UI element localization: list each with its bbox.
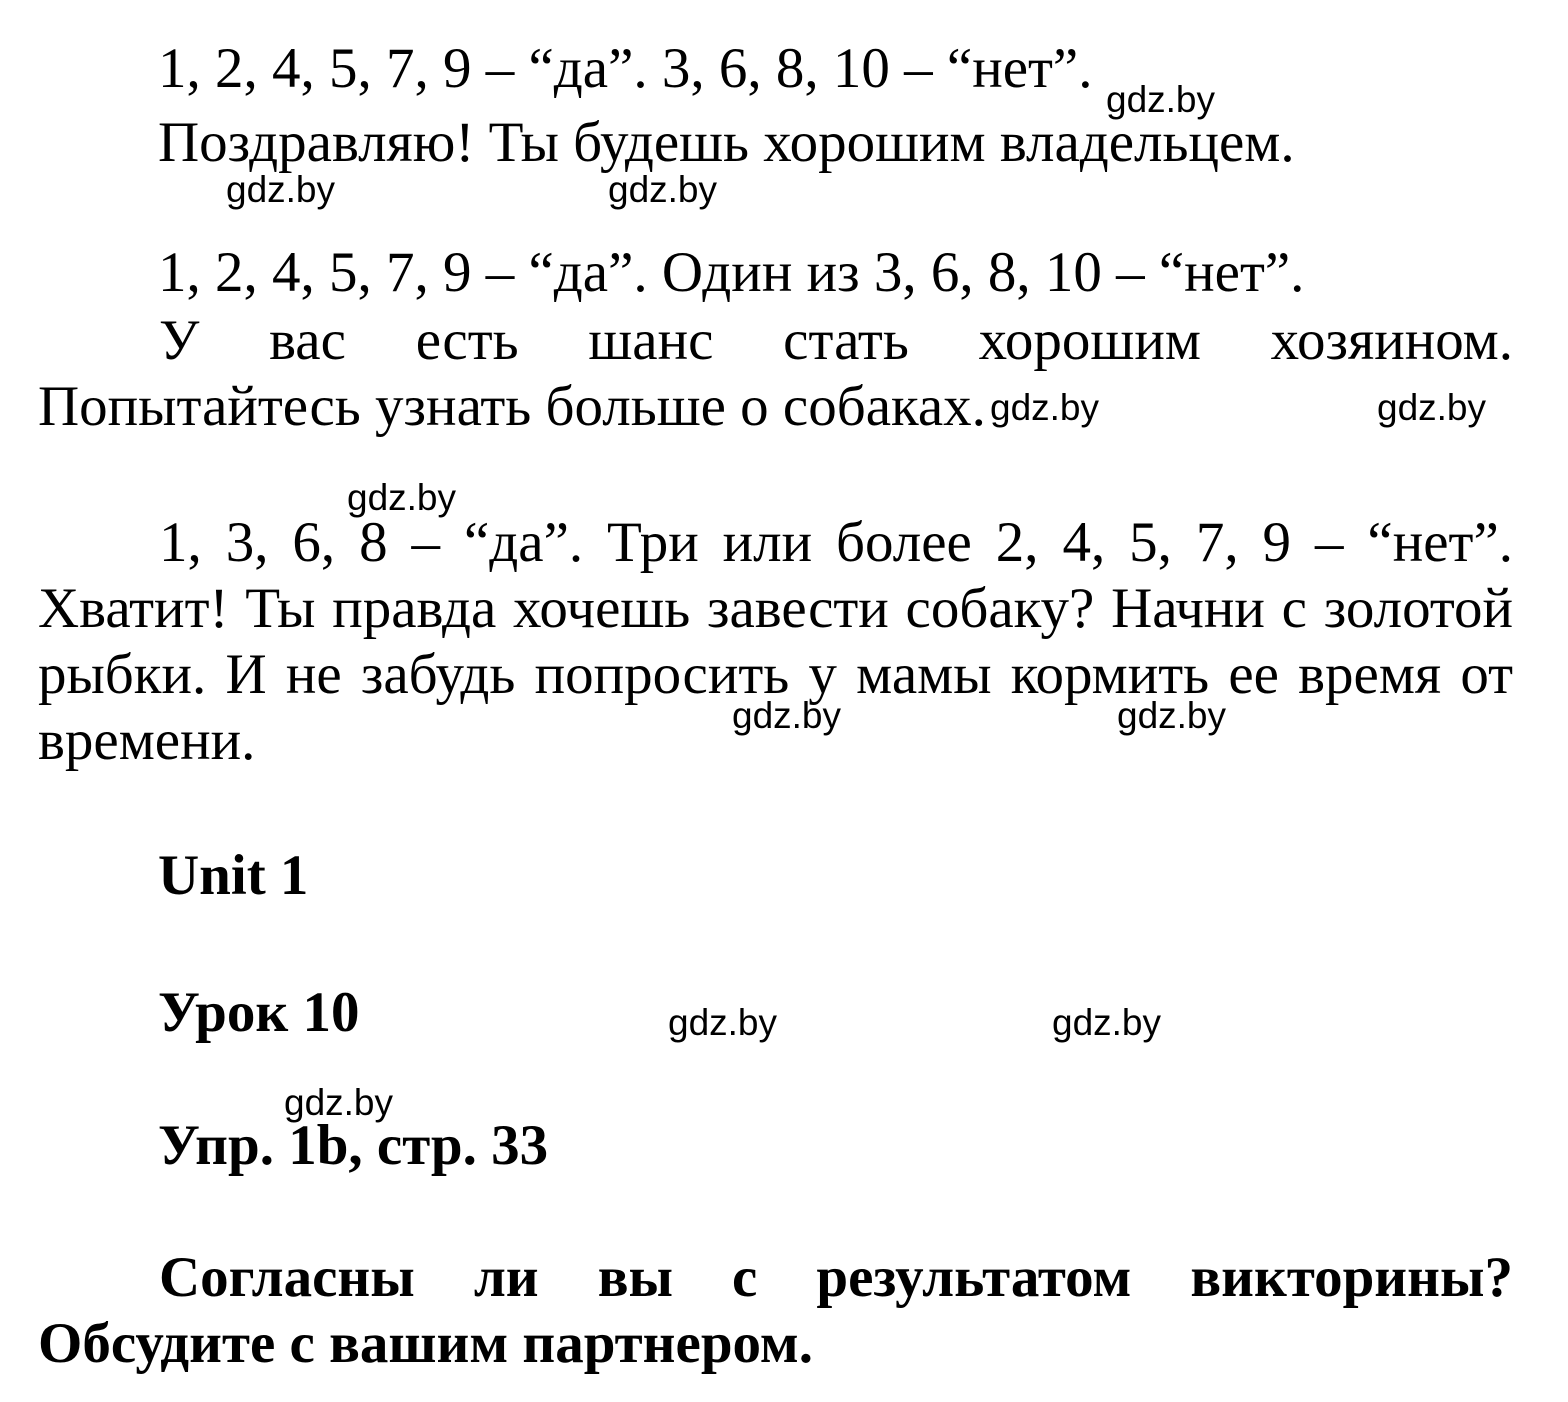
unit-heading: Unit 1 — [158, 844, 309, 907]
answer-line-3: 1, 2, 4, 5, 7, 9 – “да”. Один из 3, 6, 8, 10 – “нет”. — [158, 241, 1305, 304]
watermark-text: gdz.by — [1106, 79, 1216, 120]
watermark-text: gdz.by — [1377, 387, 1487, 428]
answer-line-1: 1, 2, 4, 5, 7, 9 – “да”. 3, 6, 8, 10 – “нет”. — [158, 37, 1093, 100]
watermark-text: gdz.by — [347, 477, 457, 518]
watermark-text: gdz.by — [668, 1002, 778, 1043]
watermark-text: gdz.by — [608, 169, 718, 210]
answer-line-2: Поздравляю! Ты будешь хорошим владельцем. — [158, 111, 1295, 174]
exercise-heading: Упр. 1b, стр. 33 — [158, 1114, 549, 1177]
answer-paragraph-2: У вас есть шанс стать хорошим хозяином. Попытайтесь узнать больше о собаках. — [38, 309, 1513, 438]
answer-paragraph-3: 1, 3, 6, 8 – “да”. Три или более 2, 4, 5, 7, 9 – “нет”. Хватит! Ты правда хочешь завести собаку? Начни с золотой рыбки. И не забудь попросить у мамы кормить ее время от времени. — [38, 511, 1513, 772]
lesson-heading: Урок 10 — [158, 981, 360, 1044]
watermark-text: gdz.by — [732, 695, 842, 736]
watermark-text: gdz.by — [284, 1082, 394, 1123]
watermark-text: gdz.by — [990, 387, 1100, 428]
watermark-text: gdz.by — [1052, 1002, 1162, 1043]
watermark-text: gdz.by — [226, 169, 336, 210]
task-text: Согласны ли вы с результатом викторины? Обсудите с вашим партнером. — [38, 1246, 1513, 1375]
watermark-text: gdz.by — [1117, 695, 1227, 736]
